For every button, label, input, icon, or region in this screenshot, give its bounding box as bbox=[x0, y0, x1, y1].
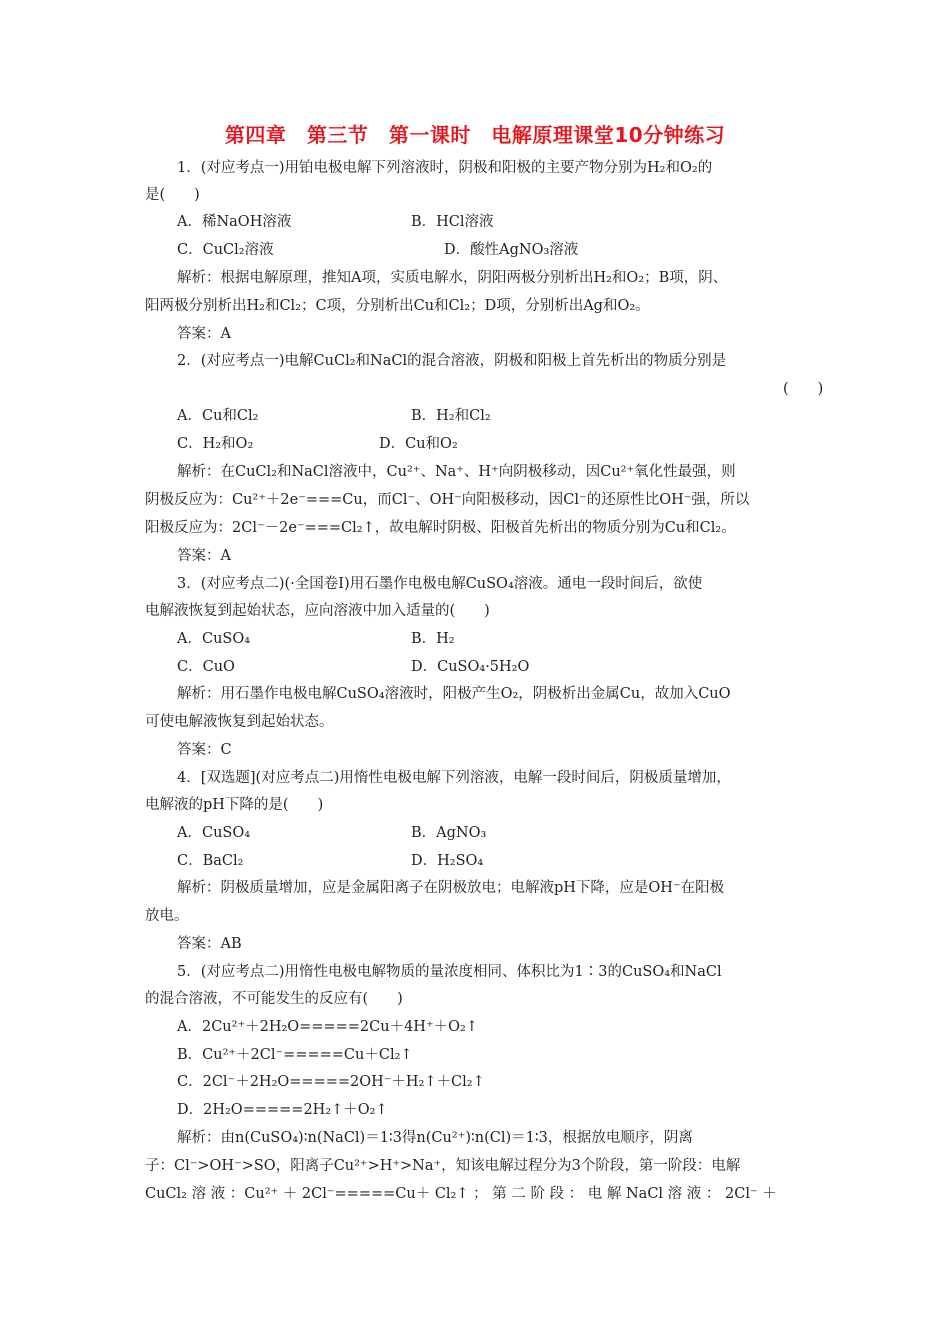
q4-analysis-line2: 放电。 bbox=[145, 908, 189, 924]
q1-option-a: A．稀NaOH溶液 bbox=[177, 214, 292, 230]
q2-option-d: D．Cu和O₂ bbox=[379, 436, 458, 452]
q4-option-b: B．AgNO₃ bbox=[411, 825, 487, 841]
q2-option-b: B．H₂和Cl₂ bbox=[411, 408, 491, 424]
q4-answer: 答案：AB bbox=[177, 936, 242, 952]
q4-option-c: C．BaCl₂ bbox=[177, 853, 244, 869]
q1-analysis-line2: 阳两极分别析出H₂和Cl₂；C项，分别析出Cu和Cl₂；D项，分别析出Ag和O₂。 bbox=[145, 298, 650, 314]
q1-stem-line1: 1．(对应考点一)用铂电极电解下列溶液时，阴极和阳极的主要产物分别为H₂和O₂的 bbox=[177, 160, 713, 176]
q2-analysis-line3: 阳极反应为：2Cl⁻－2e⁻===Cl₂↑，故电解时阴极、阳极首先析出的物质分别为Cu和Cl₂。 bbox=[145, 520, 736, 536]
q1-analysis-line1: 解析：根据电解原理，推知A项，实质电解水，阴阳两极分别析出H₂和O₂；B项，阴、 bbox=[177, 270, 728, 286]
page-title: 第四章 第三节 第一课时 电解原理课堂10分钟练习 bbox=[224, 123, 726, 147]
q5-option-d: D．2H₂O=====2H₂↑＋O₂↑ bbox=[177, 1102, 388, 1118]
q4-analysis-line1: 解析：阴极质量增加，应是金属阳离子在阴极放电；电解液pH下降，应是OH⁻在阳极 bbox=[177, 880, 725, 896]
q1-answer: 答案：A bbox=[177, 326, 231, 342]
q4-option-a: A．CuSO₄ bbox=[177, 825, 251, 841]
q4-stem-line1: 4．[双选题](对应考点二)用惰性电极电解下列溶液，电解一段时间后，阴极质量增加， bbox=[177, 770, 731, 786]
q3-option-b: B．H₂ bbox=[411, 631, 455, 647]
q1-option-b: B．HCl溶液 bbox=[411, 214, 494, 230]
q3-analysis-line2: 可使电解液恢复到起始状态。 bbox=[145, 714, 334, 730]
q3-option-c: C．CuO bbox=[177, 659, 235, 675]
q3-answer: 答案：C bbox=[177, 742, 232, 758]
q1-option-c: C．CuCl₂溶液 bbox=[177, 242, 274, 258]
q2-option-a: A．Cu和Cl₂ bbox=[177, 408, 259, 424]
q5-analysis-line1: 解析：由n(CuSO₄)∶n(NaCl)＝1∶3得n(Cu²⁺)∶n(Cl)＝1∶3，根据放电顺序，阴离 bbox=[177, 1130, 693, 1146]
q5-stem-line2: 的混合溶液，不可能发生的反应有( ) bbox=[145, 991, 403, 1007]
q5-option-c: C．2Cl⁻＋2H₂O=====2OH⁻＋H₂↑＋Cl₂↑ bbox=[177, 1074, 485, 1090]
q2-analysis-line1: 解析：在CuCl₂和NaCl溶液中，Cu²⁺、Na⁺、H⁺向阴极移动，因Cu²⁺氧化性最强，则 bbox=[177, 464, 736, 480]
q3-stem-line2: 电解液恢复到起始状态，应向溶液中加入适量的( ) bbox=[145, 603, 490, 619]
q3-option-a: A．CuSO₄ bbox=[177, 631, 251, 647]
q2-answer-paren: ( ) bbox=[783, 381, 824, 397]
q4-option-d: D．H₂SO₄ bbox=[411, 853, 484, 869]
q1-stem-line2: 是( ) bbox=[145, 187, 200, 203]
q3-analysis-line1: 解析：用石墨作电极电解CuSO₄溶液时，阳极产生O₂，阴极析出金属Cu，故加入CuO bbox=[177, 686, 731, 702]
q2-option-c: C．H₂和O₂ bbox=[177, 436, 254, 452]
q3-stem-line1: 3．(对应考点二)(·全国卷Ⅰ)用石墨作电极电解CuSO₄溶液。通电一段时间后，欲使 bbox=[177, 576, 703, 592]
q3-option-d: D．CuSO₄·5H₂O bbox=[411, 659, 530, 675]
q5-option-a: A．2Cu²⁺＋2H₂O=====2Cu＋4H⁺＋O₂↑ bbox=[177, 1019, 478, 1035]
q2-analysis-line2: 阴极反应为：Cu²⁺＋2e⁻===Cu，而Cl⁻、OH⁻向阳极移动，因Cl⁻的还原性比OH⁻强，所以 bbox=[145, 492, 750, 508]
q2-stem-line1: 2．(对应考点一)电解CuCl₂和NaCl的混合溶液，阴极和阳极上首先析出的物质分别是 bbox=[177, 353, 727, 369]
q4-stem-line2: 电解液的pH下降的是( ) bbox=[145, 797, 324, 813]
q2-answer: 答案：A bbox=[177, 548, 231, 564]
q1-option-d: D．酸性AgNO₃溶液 bbox=[444, 242, 579, 258]
q5-analysis-line3: CuCl₂ 溶 液 ：Cu²⁺ ＋ 2Cl⁻=====Cu＋ Cl₂↑ ； 第 二 阶 段 ： 电 解 NaCl 溶 液 ： 2Cl⁻ ＋ bbox=[145, 1186, 777, 1202]
q5-option-b: B．Cu²⁺＋2Cl⁻=====Cu＋Cl₂↑ bbox=[177, 1047, 413, 1063]
q5-stem-line1: 5．(对应考点二)用惰性电极电解物质的量浓度相同、体积比为1∶3的CuSO₄和NaCl bbox=[177, 964, 722, 980]
q5-analysis-line2: 子：Cl⁻>OH⁻>SO，阳离子Cu²⁺>H⁺>Na⁺，知该电解过程分为3个阶段，第一阶段：电解 bbox=[145, 1158, 741, 1174]
